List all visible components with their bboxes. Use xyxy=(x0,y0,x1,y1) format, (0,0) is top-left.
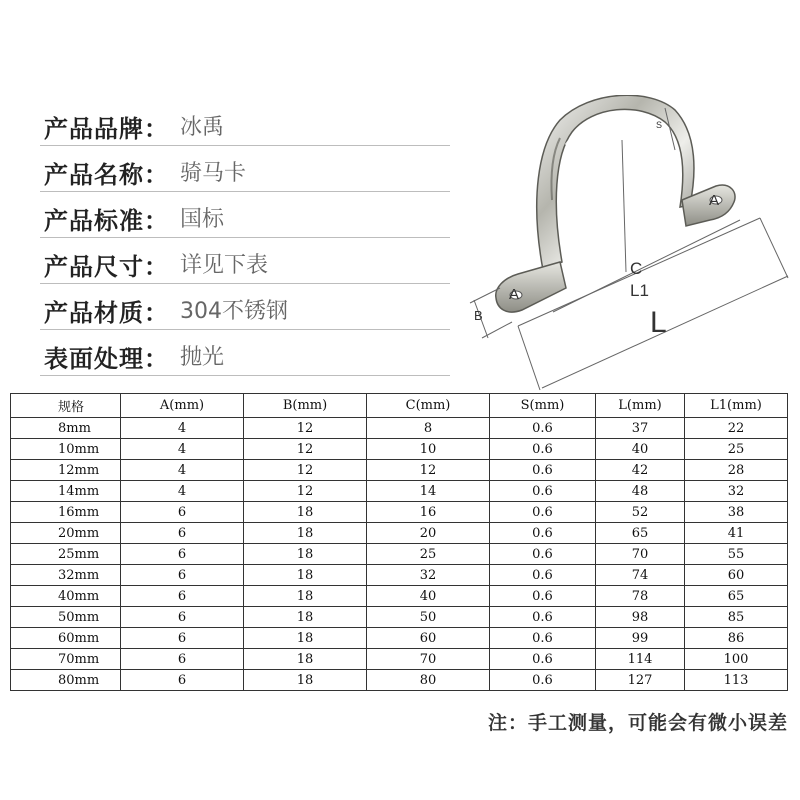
table-cell: 0.6 xyxy=(490,565,596,586)
table-cell: 18 xyxy=(244,670,367,691)
table-cell: 12 xyxy=(244,418,367,439)
spec-key: 表面处理： xyxy=(44,345,169,373)
table-cell: 40 xyxy=(367,586,490,607)
table-cell: 74 xyxy=(596,565,685,586)
header-cell: L(mm) xyxy=(596,394,685,418)
table-cell: 18 xyxy=(244,649,367,670)
table-cell: 25 xyxy=(685,439,788,460)
table-cell: 0.6 xyxy=(490,607,596,628)
table-cell: 0.6 xyxy=(490,586,596,607)
table-cell: 0.6 xyxy=(490,502,596,523)
table-row xyxy=(11,565,788,586)
table-cell: 80 xyxy=(367,670,490,691)
table-cell: 12 xyxy=(244,481,367,502)
table-cell: 18 xyxy=(244,565,367,586)
table-cell: 16 xyxy=(367,502,490,523)
table-cell: 14 xyxy=(367,481,490,502)
spec-value: 抛光 xyxy=(180,345,225,370)
table-cell: 42 xyxy=(596,460,685,481)
dimension-label-l1: L1 xyxy=(630,281,649,300)
dimension-label-b: B xyxy=(474,308,483,323)
table-cell: 0.6 xyxy=(490,523,596,544)
table-cell: 16mm xyxy=(11,502,121,523)
table-cell: 0.6 xyxy=(490,418,596,439)
table-cell: 25 xyxy=(367,544,490,565)
spec-key: 产品品牌： xyxy=(44,115,169,143)
table-cell: 18 xyxy=(244,544,367,565)
table-cell: 60 xyxy=(367,628,490,649)
table-cell: 14mm xyxy=(11,481,121,502)
table-cell: 20 xyxy=(367,523,490,544)
table-cell: 12 xyxy=(244,439,367,460)
table-cell: 6 xyxy=(121,628,244,649)
spec-key: 产品名称： xyxy=(44,161,169,189)
dimension-label-a-right: A xyxy=(709,192,720,209)
spec-value: 冰禹 xyxy=(180,115,225,140)
spec-key: 产品材质： xyxy=(44,299,169,327)
table-cell: 48 xyxy=(596,481,685,502)
saddle-clamp-diagram xyxy=(455,95,795,395)
spec-row-standard xyxy=(40,192,450,238)
table-cell: 4 xyxy=(121,481,244,502)
table-row xyxy=(11,649,788,670)
spec-value: 骑马卡 xyxy=(180,161,247,186)
table-cell: 0.6 xyxy=(490,544,596,565)
clamp-body xyxy=(537,95,694,270)
table-cell: 50 xyxy=(367,607,490,628)
spec-key: 产品尺寸： xyxy=(44,253,169,281)
spec-row-finish xyxy=(40,330,450,376)
table-row xyxy=(11,502,788,523)
table-cell: 0.6 xyxy=(490,628,596,649)
table-cell: 0.6 xyxy=(490,481,596,502)
table-cell: 78 xyxy=(596,586,685,607)
table-cell: 10 xyxy=(367,439,490,460)
table-cell: 4 xyxy=(121,439,244,460)
table-cell: 65 xyxy=(596,523,685,544)
dimension-label-c: C xyxy=(630,259,643,278)
table-cell: 6 xyxy=(121,523,244,544)
table-cell: 6 xyxy=(121,586,244,607)
table-row xyxy=(11,586,788,607)
table-cell: 55 xyxy=(685,544,788,565)
table-cell: 86 xyxy=(685,628,788,649)
table-cell: 0.6 xyxy=(490,439,596,460)
table-cell: 18 xyxy=(244,607,367,628)
table-cell: 0.6 xyxy=(490,460,596,481)
spec-list xyxy=(40,100,450,376)
table-cell: 18 xyxy=(244,628,367,649)
table-row xyxy=(11,670,788,691)
table-cell: 18 xyxy=(244,502,367,523)
table-cell: 4 xyxy=(121,418,244,439)
table-cell: 32 xyxy=(685,481,788,502)
table-cell: 8mm xyxy=(11,418,121,439)
table-cell: 52 xyxy=(596,502,685,523)
table-cell: 70 xyxy=(596,544,685,565)
table-row xyxy=(11,628,788,649)
table-cell: 8 xyxy=(367,418,490,439)
left-tab xyxy=(496,262,566,312)
table-cell: 22 xyxy=(685,418,788,439)
spec-key: 产品标准： xyxy=(44,207,169,235)
table-cell: 65 xyxy=(685,586,788,607)
table-cell: 98 xyxy=(596,607,685,628)
table-cell: 6 xyxy=(121,565,244,586)
spec-row-brand xyxy=(40,100,450,146)
table-row xyxy=(11,607,788,628)
table-row xyxy=(11,481,788,502)
header-cell: S(mm) xyxy=(490,394,596,418)
table-cell: 114 xyxy=(596,649,685,670)
dimension-label-a-left: A xyxy=(509,286,520,303)
header-cell: C(mm) xyxy=(367,394,490,418)
table-cell: 38 xyxy=(685,502,788,523)
table-cell: 12 xyxy=(367,460,490,481)
spec-row-material xyxy=(40,284,450,330)
table-cell: 85 xyxy=(685,607,788,628)
header-cell: L1(mm) xyxy=(685,394,788,418)
dimension-lines xyxy=(470,108,788,390)
measurement-note: 注：手工测量，可能会有微小误差 xyxy=(487,712,788,734)
table-cell: 0.6 xyxy=(490,649,596,670)
table-row xyxy=(11,523,788,544)
table-cell: 12 xyxy=(244,460,367,481)
table-cell: 4 xyxy=(121,460,244,481)
header-cell: 规格 xyxy=(11,394,121,418)
table-cell: 6 xyxy=(121,607,244,628)
table-row xyxy=(11,418,788,439)
header-cell: B(mm) xyxy=(244,394,367,418)
table-cell: 80mm xyxy=(11,670,121,691)
size-table xyxy=(10,393,788,691)
spec-value: 详见下表 xyxy=(180,253,269,278)
table-cell: 6 xyxy=(121,670,244,691)
spec-value: 国标 xyxy=(180,207,225,232)
table-cell: 28 xyxy=(685,460,788,481)
table-cell: 41 xyxy=(685,523,788,544)
table-cell: 99 xyxy=(596,628,685,649)
table-cell: 40 xyxy=(596,439,685,460)
table-cell: 32mm xyxy=(11,565,121,586)
table-row xyxy=(11,460,788,481)
table-cell: 6 xyxy=(121,544,244,565)
table-row xyxy=(11,544,788,565)
table-header-row xyxy=(11,394,788,418)
table-cell: 18 xyxy=(244,586,367,607)
table-row xyxy=(11,439,788,460)
spec-value: 304不锈钢 xyxy=(180,299,288,324)
dimension-label-s: S xyxy=(656,120,663,130)
table-cell: 70mm xyxy=(11,649,121,670)
table-cell: 18 xyxy=(244,523,367,544)
table-cell: 60mm xyxy=(11,628,121,649)
table-cell: 6 xyxy=(121,502,244,523)
table-cell: 32 xyxy=(367,565,490,586)
table-cell: 127 xyxy=(596,670,685,691)
table-cell: 20mm xyxy=(11,523,121,544)
table-cell: 37 xyxy=(596,418,685,439)
spec-row-size xyxy=(40,238,450,284)
header-cell: A(mm) xyxy=(121,394,244,418)
table-cell: 12mm xyxy=(11,460,121,481)
table-cell: 50mm xyxy=(11,607,121,628)
table-cell: 60 xyxy=(685,565,788,586)
table-cell: 40mm xyxy=(11,586,121,607)
table-cell: 113 xyxy=(685,670,788,691)
table-cell: 70 xyxy=(367,649,490,670)
dimension-label-l: L xyxy=(650,306,667,339)
table-cell: 0.6 xyxy=(490,670,596,691)
table-cell: 25mm xyxy=(11,544,121,565)
table-cell: 6 xyxy=(121,649,244,670)
table-cell: 10mm xyxy=(11,439,121,460)
table-cell: 100 xyxy=(685,649,788,670)
spec-row-name xyxy=(40,146,450,192)
